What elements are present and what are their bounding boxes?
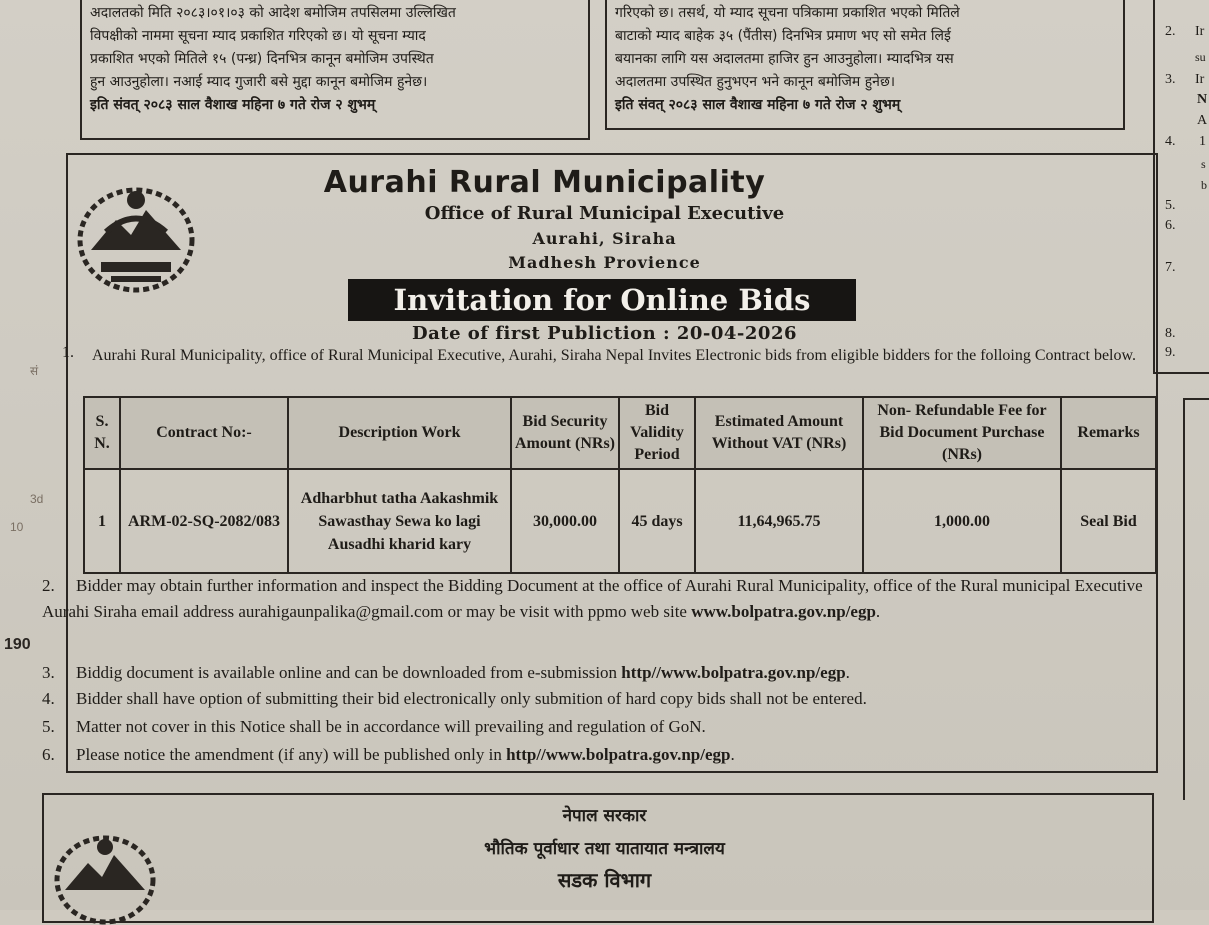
- item-link[interactable]: http//www.bolpatra.gov.np/egp: [506, 745, 731, 764]
- right-col-text: 3.: [1165, 72, 1176, 87]
- item-number: 2.: [42, 576, 55, 595]
- right-column-fragment: [1153, 0, 1209, 374]
- cell-remarks: Seal Bid: [1061, 469, 1156, 573]
- item-text: Bidder shall have option of submitting their bid electronically only submition of hard copy bids shall not be entered.: [76, 689, 867, 708]
- notice-line: बयानका लागि यस अदालतमा हाजिर हुन आउनुहोला। म्यादभित्र यस: [615, 51, 954, 67]
- right-col-text: su: [1195, 50, 1206, 64]
- item-tail: .: [845, 663, 850, 682]
- government-name: नेपाल सरकार: [562, 806, 647, 826]
- list-item: [42, 714, 1152, 740]
- right-col-text: 2.: [1165, 24, 1176, 39]
- item-tail: .: [875, 602, 881, 621]
- item-number: 6.: [42, 745, 55, 764]
- item-tail: .: [730, 745, 735, 764]
- cell-sn: 1: [84, 469, 120, 573]
- cell-description: Adharbhut tatha Aakashmik Sawasthay Sewa ko lagi Ausadhi kharid kary: [288, 469, 511, 573]
- right-col-text: Ir: [1195, 72, 1205, 87]
- cell-validity: 45 days: [619, 469, 695, 573]
- right-col-text: A: [1197, 113, 1208, 128]
- cell-bid-security: 30,000.00: [511, 469, 619, 573]
- top-right-court-notice: [605, 0, 1125, 130]
- item-number: 3.: [42, 663, 55, 682]
- item-link[interactable]: www.bolpatra.gov.np/egp: [691, 602, 876, 621]
- margin-note: सं: [30, 364, 39, 378]
- list-item: [42, 742, 1152, 768]
- column-header: Bid Security Amount (NRs): [511, 397, 619, 469]
- notice-line: अदालतमा उपस्थित हुनुभएन भने कानून बमोजिम हुनेछ।: [615, 74, 896, 90]
- notice-line: गरिएको छ। तसर्थ, यो म्याद सूचना पत्रिकामा प्रकाशित भएको मितिले: [615, 5, 960, 21]
- column-header: Bid Validity Period: [619, 397, 695, 469]
- list-item: [42, 660, 1152, 686]
- right-col-text: 1: [1199, 134, 1206, 149]
- bid-table: [83, 396, 1157, 574]
- item-number: 4.: [42, 689, 55, 708]
- office-name: Office of Rural Municipal Executive: [424, 203, 785, 224]
- notice-line: प्रकाशित भएको मितिले १५ (पन्ध्र) दिनभित्र कानून बमोजिम उपस्थित: [90, 51, 434, 67]
- list-item: [42, 573, 1152, 625]
- item-link[interactable]: http//www.bolpatra.gov.np/egp: [621, 663, 846, 682]
- right-col-text: 8.: [1165, 326, 1176, 341]
- notice-title: Invitation for Online Bids: [348, 279, 856, 321]
- column-header: Estimated Amount Without VAT (NRs): [695, 397, 863, 469]
- column-header: Non- Refundable Fee for Bid Document Purchase (NRs): [863, 397, 1061, 469]
- table-row: [84, 469, 1156, 573]
- top-left-court-notice: [80, 0, 590, 140]
- item-text: Matter not cover in this Notice shall be in accordance will prevailing and regulation of GoN.: [76, 717, 706, 736]
- right-column-border: [1183, 398, 1209, 800]
- right-col-text: 9.: [1165, 345, 1176, 360]
- notice-date-line: इति संवत् २०८३ साल वैशाख महिना ७ गते रोज २ शुभम्: [615, 97, 901, 113]
- right-col-text: 6.: [1165, 218, 1176, 233]
- address: Aurahi, Siraha: [532, 229, 677, 248]
- right-col-text: 5.: [1165, 198, 1176, 213]
- organization-name: Aurahi Rural Municipality: [323, 165, 766, 200]
- right-col-text: N: [1197, 92, 1208, 107]
- right-col-text: 4.: [1165, 134, 1176, 149]
- notice-date-line: इति संवत् २०८३ साल वैशाख महिना ७ गते रोज २ शुभम्: [90, 97, 376, 113]
- right-col-text: s: [1201, 157, 1206, 171]
- margin-note: 3d: [30, 492, 44, 506]
- column-header: Remarks: [1061, 397, 1156, 469]
- table-header-row: [84, 397, 1156, 469]
- cell-estimated-amount: 11,64,965.75: [695, 469, 863, 573]
- column-header: Contract No:-: [120, 397, 288, 469]
- cell-contract-no: ARM-02-SQ-2082/083: [120, 469, 288, 573]
- right-col-text: Ir: [1195, 24, 1205, 39]
- right-col-text: b: [1201, 178, 1207, 192]
- item-text: Bidder may obtain further information and inspect the Bidding Document at the office of Aurahi Rural Municipality, office of the Rural municipal Executive Aurahi Siraha email address aurahigaunpalika@gmail.com or may be visit with ppmo web site: [42, 576, 1143, 621]
- item-text: Please notice the amendment (if any) will be published only in: [76, 745, 507, 764]
- ministry-name: भौतिक पूर्वाधार तथा यातायात मन्त्रालय: [484, 839, 725, 859]
- column-header: Description Work: [288, 397, 511, 469]
- notice-line: अदालतको मिति २०८३।०१।०३ को आदेश बमोजिम तपसिलमा उल्लिखित: [90, 5, 456, 21]
- item-number: 5.: [42, 717, 55, 736]
- publication-date: Date of first Publiction : 20-04-2026: [411, 323, 797, 344]
- department-name: सडक विभाग: [557, 868, 652, 892]
- province: Madhesh Provience: [508, 253, 701, 272]
- notice-line: बाटाको म्याद बाहेक ३५ (पैंतीस) दिनभित्र प्रमाण भए सो समेत लिई: [615, 28, 951, 44]
- paragraph-number: 1.: [62, 344, 74, 361]
- right-col-text: 7.: [1165, 260, 1176, 275]
- notice-line: विपक्षीको नाममा सूचना म्याद प्रकाशित गरिएको छ। यो सूचना म्याद: [90, 28, 426, 44]
- margin-note: 10: [10, 520, 24, 534]
- notice-line: हुन आउनुहोला। नआई म्याद गुजारी बसे मुद्दा कानून बमोजिम हुनेछ।: [90, 74, 428, 90]
- item-text: Biddig document is available online and can be downloaded from e-submission: [76, 663, 622, 682]
- list-item: [42, 686, 1152, 712]
- margin-note: 190: [4, 636, 31, 653]
- column-header: S. N.: [84, 397, 120, 469]
- cell-fee: 1,000.00: [863, 469, 1061, 573]
- invitation-paragraph: Aurahi Rural Municipality, office of Rural Municipal Executive, Aurahi, Siraha Nepal Invites Electronic bids from eligible bidders for the folloing Contract below.: [92, 347, 1137, 364]
